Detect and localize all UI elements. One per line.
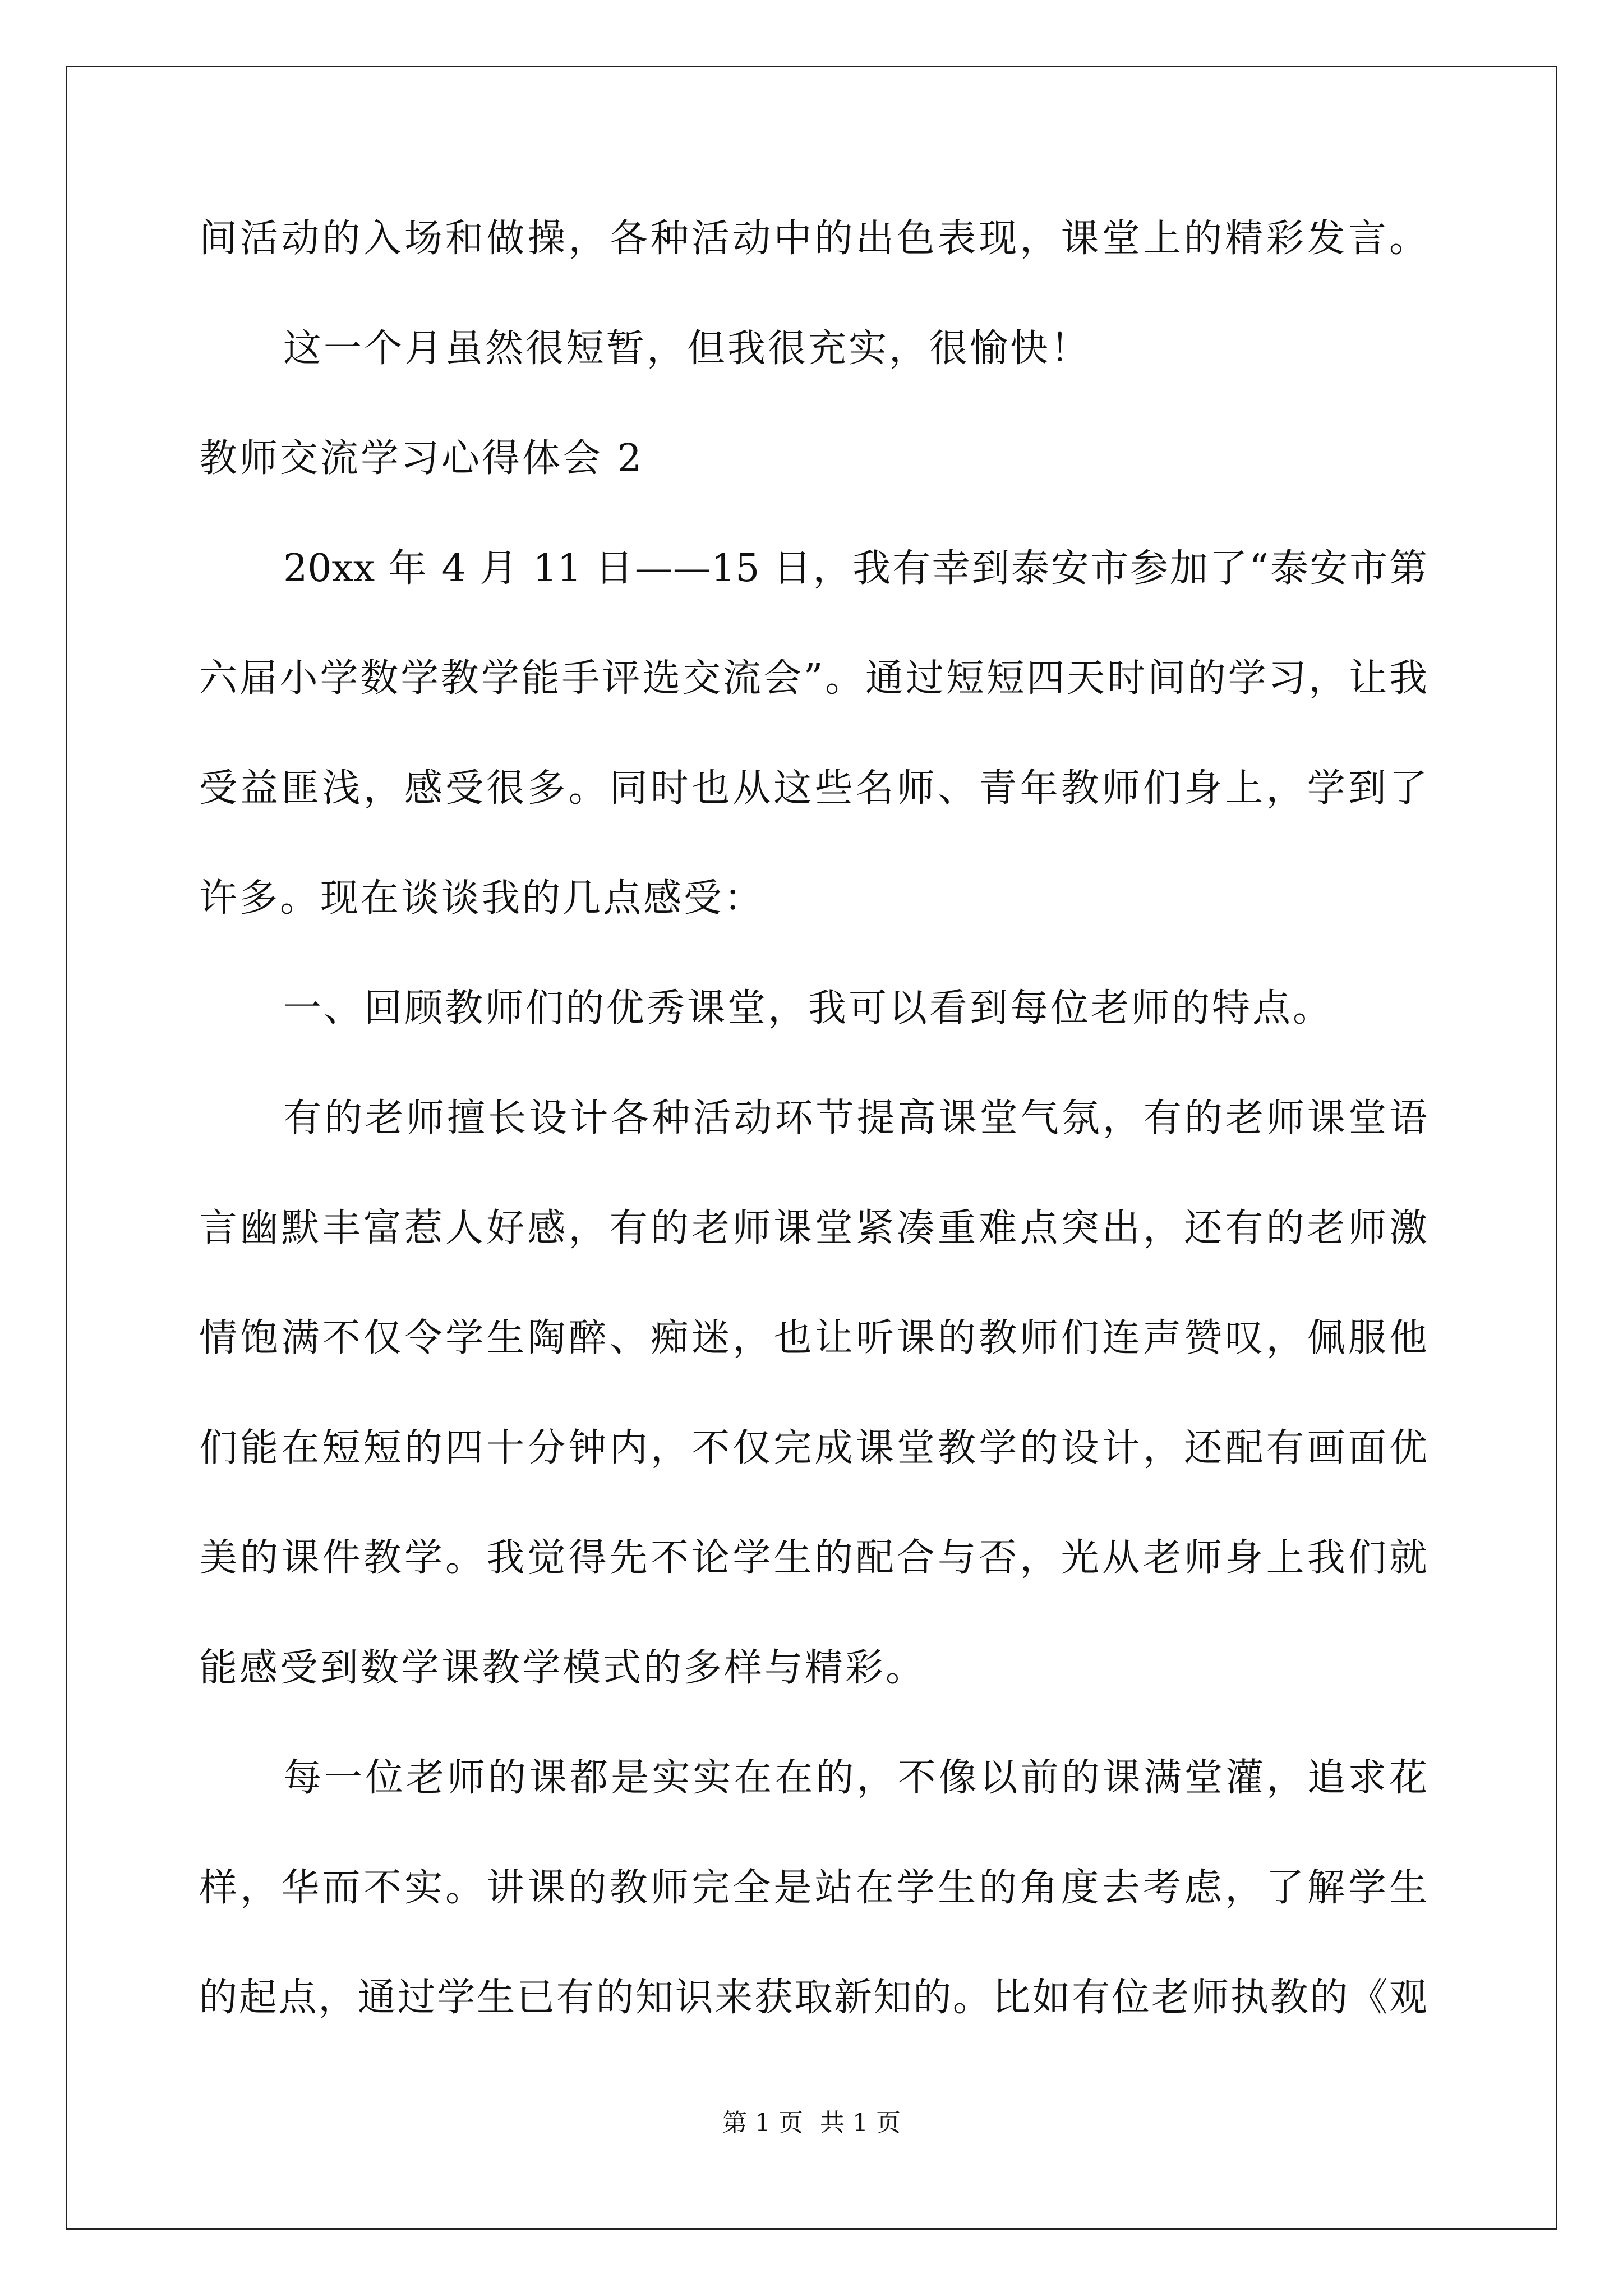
text-line: 许多。现在谈谈我的几点感受： xyxy=(199,876,765,921)
text-line: 能感受到数学课教学模式的多样与精彩。 xyxy=(199,1646,926,1690)
page-footer xyxy=(0,2106,1623,2140)
text-line: 情饱满不仅令学生陶醉、痴迷，也让听课的教师们连声赞叹，佩服他 xyxy=(199,1316,1427,1360)
text-line: 这一个月虽然很短暂，但我很充实，很愉快！ xyxy=(283,326,1091,371)
page-total: 共 1 页 xyxy=(820,2109,901,2137)
text-line: 们能在短短的四十分钟内，不仅完成课堂教学的设计，还配有画面优 xyxy=(199,1426,1427,1470)
text-line: 一、回顾教师们的优秀课堂，我可以看到每位老师的特点。 xyxy=(283,986,1334,1030)
text-line: 六届小学数学教学能手评选交流会”。通过短短四天时间的学习，让我 xyxy=(199,656,1427,701)
text-line: 有的老师擅长设计各种活动环节提高课堂气氛，有的老师课堂语 xyxy=(283,1096,1427,1140)
text-line: 受益匪浅，感受很多。同时也从这些名师、青年教师们身上，学到了 xyxy=(199,766,1427,811)
text-line: 每一位老师的课都是实实在在的，不像以前的课满堂灌，追求花 xyxy=(283,1756,1427,1800)
page-number: 第 1 页 xyxy=(722,2109,803,2137)
section-heading: 教师交流学习心得体会 2 xyxy=(199,436,644,481)
text-line: 言幽默丰富惹人好感，有的老师课堂紧凑重难点突出，还有的老师激 xyxy=(199,1206,1427,1250)
text-line: 的起点，通过学生已有的知识来获取新知的。比如有位老师执教的《观 xyxy=(199,1976,1427,2020)
text-line: 间活动的入场和做操，各种活动中的出色表现，课堂上的精彩发言。 xyxy=(199,217,1427,261)
text-line: 美的课件教学。我觉得先不论学生的配合与否，光从老师身上我们就 xyxy=(199,1536,1427,1580)
text-line: 20xx 年 4 月 11 日——15 日，我有幸到泰安市参加了“泰安市第 xyxy=(283,546,1427,591)
text-line: 样，华而不实。讲课的教师完全是站在学生的角度去考虑，了解学生 xyxy=(199,1866,1427,1910)
